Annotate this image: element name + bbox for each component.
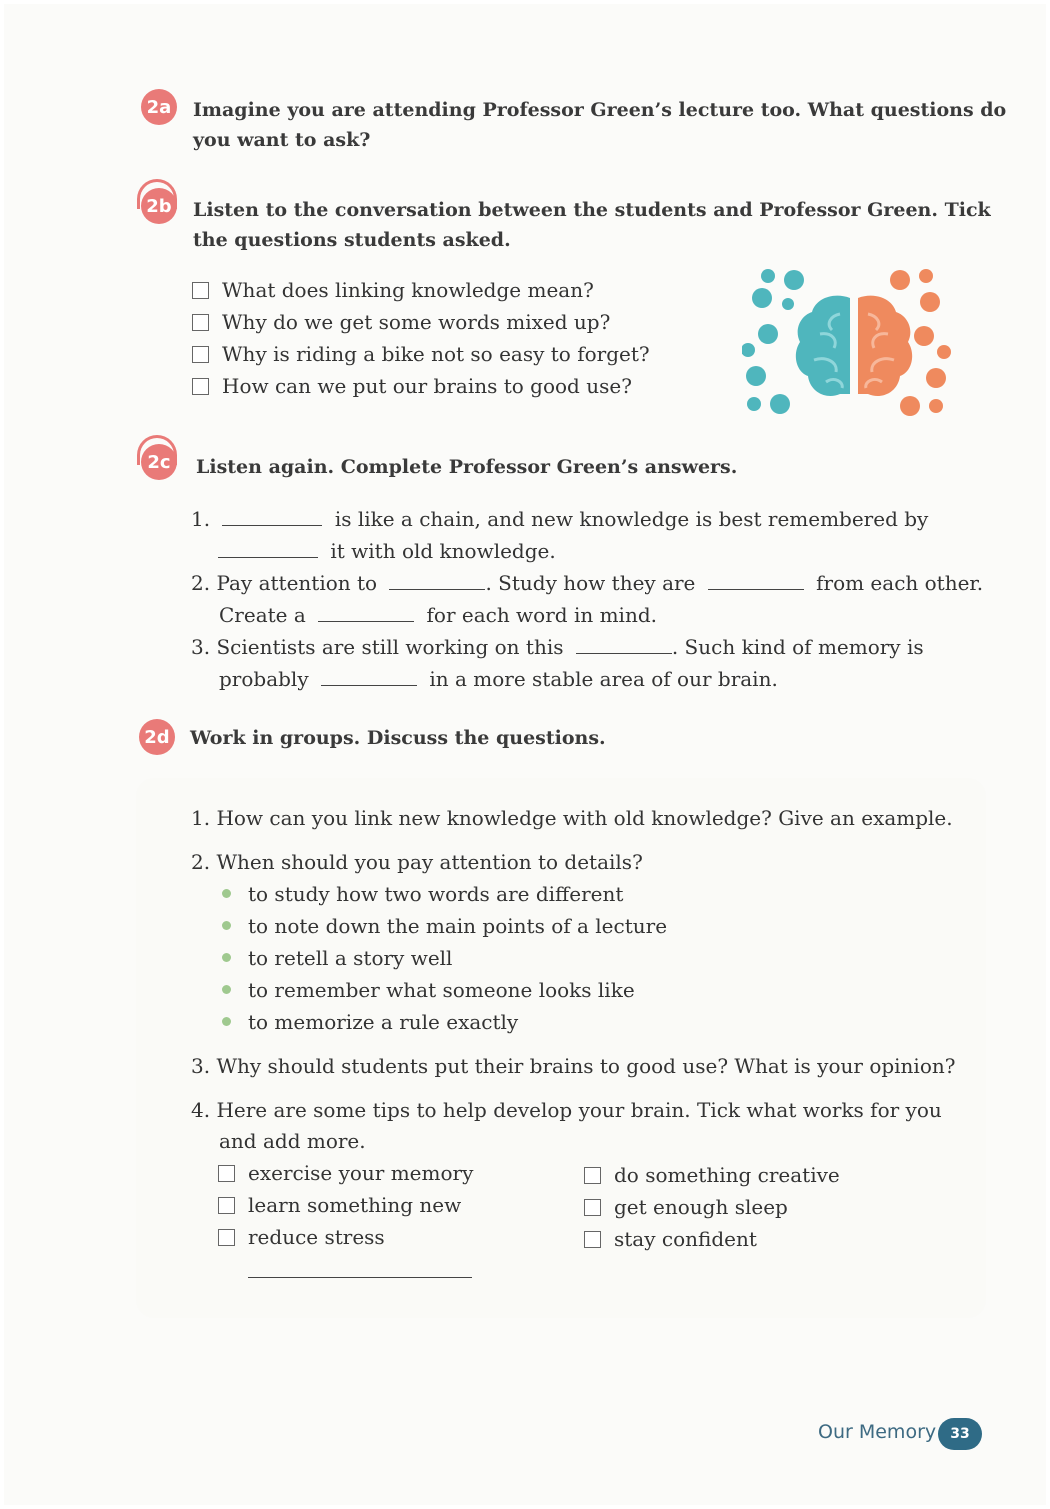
section-2b-instruction	[193, 195, 991, 255]
answer-blank[interactable]	[321, 663, 417, 686]
tip-text: stay confident	[614, 1227, 757, 1251]
answer-blank[interactable]	[222, 503, 322, 526]
answer-text: it with old knowledge.	[330, 539, 556, 563]
tip-check-item[interactable]	[584, 1223, 757, 1255]
item-number: 1.	[191, 507, 211, 531]
question-text: What does linking knowledge mean?	[222, 278, 594, 302]
answer-text: in a more stable area of our brain.	[429, 667, 778, 691]
answer-2-line-2	[219, 599, 657, 630]
question-text: Here are some tips to help develop your brain. Tick what works for you	[216, 1098, 942, 1122]
section-2c-instruction: Listen again. Complete Professor Green’s answers.	[196, 456, 738, 478]
checkbox[interactable]	[584, 1167, 601, 1184]
section-badge-2c-listening: 2c	[141, 444, 177, 480]
answer-1-line-1	[191, 503, 928, 534]
question-check-item[interactable]	[192, 274, 594, 306]
tip-text: exercise your memory	[248, 1161, 474, 1185]
question-check-item[interactable]	[192, 370, 632, 402]
checkbox[interactable]	[192, 282, 209, 299]
question-text: How can you link new knowledge with old knowledge? Give an example.	[216, 806, 953, 830]
section-badge-2a: 2a	[141, 89, 177, 125]
discussion-question-3	[191, 1051, 955, 1081]
bullet-item	[222, 975, 635, 1005]
bullet-dot-icon	[222, 985, 231, 994]
answer-blank[interactable]	[708, 567, 804, 590]
bullet-item	[222, 1007, 518, 1037]
answer-1-line-2	[218, 535, 556, 566]
instruction-line: you want to ask?	[193, 129, 371, 151]
bullet-item	[222, 911, 667, 941]
unit-title: Our Memory	[818, 1421, 937, 1443]
tip-check-item[interactable]	[218, 1189, 461, 1221]
discussion-question-1	[191, 803, 953, 833]
section-badge-2b-listening: 2b	[141, 188, 177, 224]
tip-check-item[interactable]	[584, 1191, 788, 1223]
instruction-line: the questions students asked.	[193, 229, 511, 251]
answer-3-line-2	[219, 663, 778, 694]
tip-text: learn something new	[248, 1193, 462, 1217]
bullet-dot-icon	[222, 889, 231, 898]
discussion-question-2	[191, 847, 643, 877]
section-2a-instruction	[193, 95, 1006, 155]
checkbox[interactable]	[584, 1231, 601, 1248]
answer-text: Create a	[219, 603, 306, 627]
item-number: 1.	[191, 806, 211, 830]
item-number: 4.	[191, 1098, 211, 1122]
tip-text: do something creative	[614, 1163, 840, 1187]
question-text: When should you pay attention to details?	[216, 850, 643, 874]
bullet-dot-icon	[222, 953, 231, 962]
discussion-question-4	[191, 1095, 942, 1125]
answer-text: . Study how they are	[485, 571, 696, 595]
question-check-item[interactable]	[192, 338, 650, 370]
page-number-badge: 33	[938, 1418, 982, 1450]
brain-illustration	[742, 264, 956, 426]
instruction-line: Listen to the conversation between the students and Professor Green. Tick	[193, 199, 991, 221]
checkbox[interactable]	[218, 1229, 235, 1246]
item-number: 3.	[191, 1054, 211, 1078]
answer-text: Scientists are still working on this	[216, 635, 564, 659]
add-more-blank[interactable]	[248, 1277, 472, 1278]
tip-check-item[interactable]	[218, 1157, 473, 1189]
checkbox[interactable]	[218, 1165, 235, 1182]
item-number: 3.	[191, 635, 211, 659]
question-text: Why should students put their brains to good use? What is your opinion?	[216, 1054, 956, 1078]
bullet-text: to memorize a rule exactly	[248, 1010, 519, 1034]
discussion-question-4-cont: and add more.	[219, 1129, 366, 1153]
tip-check-item[interactable]	[218, 1221, 385, 1253]
answer-blank[interactable]	[218, 535, 318, 558]
answer-blank[interactable]	[389, 567, 485, 590]
tip-check-item[interactable]	[584, 1159, 840, 1191]
bullet-dot-icon	[222, 1017, 231, 1026]
item-number: 2.	[191, 850, 211, 874]
bullet-item	[222, 879, 623, 909]
checkbox[interactable]	[192, 346, 209, 363]
instruction-line: Imagine you are attending Professor Green’s lecture too. What questions do	[193, 99, 1007, 121]
bullet-dot-icon	[222, 921, 231, 930]
checkbox[interactable]	[192, 378, 209, 395]
answer-text: from each other.	[816, 571, 984, 595]
question-check-item[interactable]	[192, 306, 610, 338]
left-brain-icon	[796, 296, 850, 396]
answer-3-line-1	[191, 631, 924, 662]
answer-text: for each word in mind.	[426, 603, 657, 627]
tip-text: get enough sleep	[614, 1195, 788, 1219]
question-text: How can we put our brains to good use?	[222, 374, 632, 398]
checkbox[interactable]	[218, 1197, 235, 1214]
answer-text: Pay attention to	[216, 571, 378, 595]
question-text: Why do we get some words mixed up?	[222, 310, 611, 334]
right-brain-icon	[858, 296, 912, 396]
bullet-text: to retell a story well	[248, 946, 453, 970]
checkbox[interactable]	[584, 1199, 601, 1216]
section-badge-2d: 2d	[139, 719, 175, 755]
item-number: 2.	[191, 571, 211, 595]
answer-text: is like a chain, and new knowledge is best remembered by	[334, 507, 929, 531]
bullet-text: to study how two words are different	[248, 882, 624, 906]
section-2d-instruction: Work in groups. Discuss the questions.	[190, 727, 606, 749]
answer-text: probably	[219, 667, 309, 691]
answer-text: . Such kind of memory is	[671, 635, 924, 659]
bullet-item	[222, 943, 452, 973]
bullet-text: to note down the main points of a lecture	[248, 914, 668, 938]
answer-blank[interactable]	[576, 631, 672, 654]
answer-blank[interactable]	[318, 599, 414, 622]
question-text: Why is riding a bike not so easy to forget?	[222, 342, 650, 366]
tip-text: reduce stress	[248, 1225, 385, 1249]
teal-symbol-icons	[742, 269, 804, 414]
checkbox[interactable]	[192, 314, 209, 331]
bullet-text: to remember what someone looks like	[248, 978, 635, 1002]
answer-2-line-1	[191, 567, 983, 598]
